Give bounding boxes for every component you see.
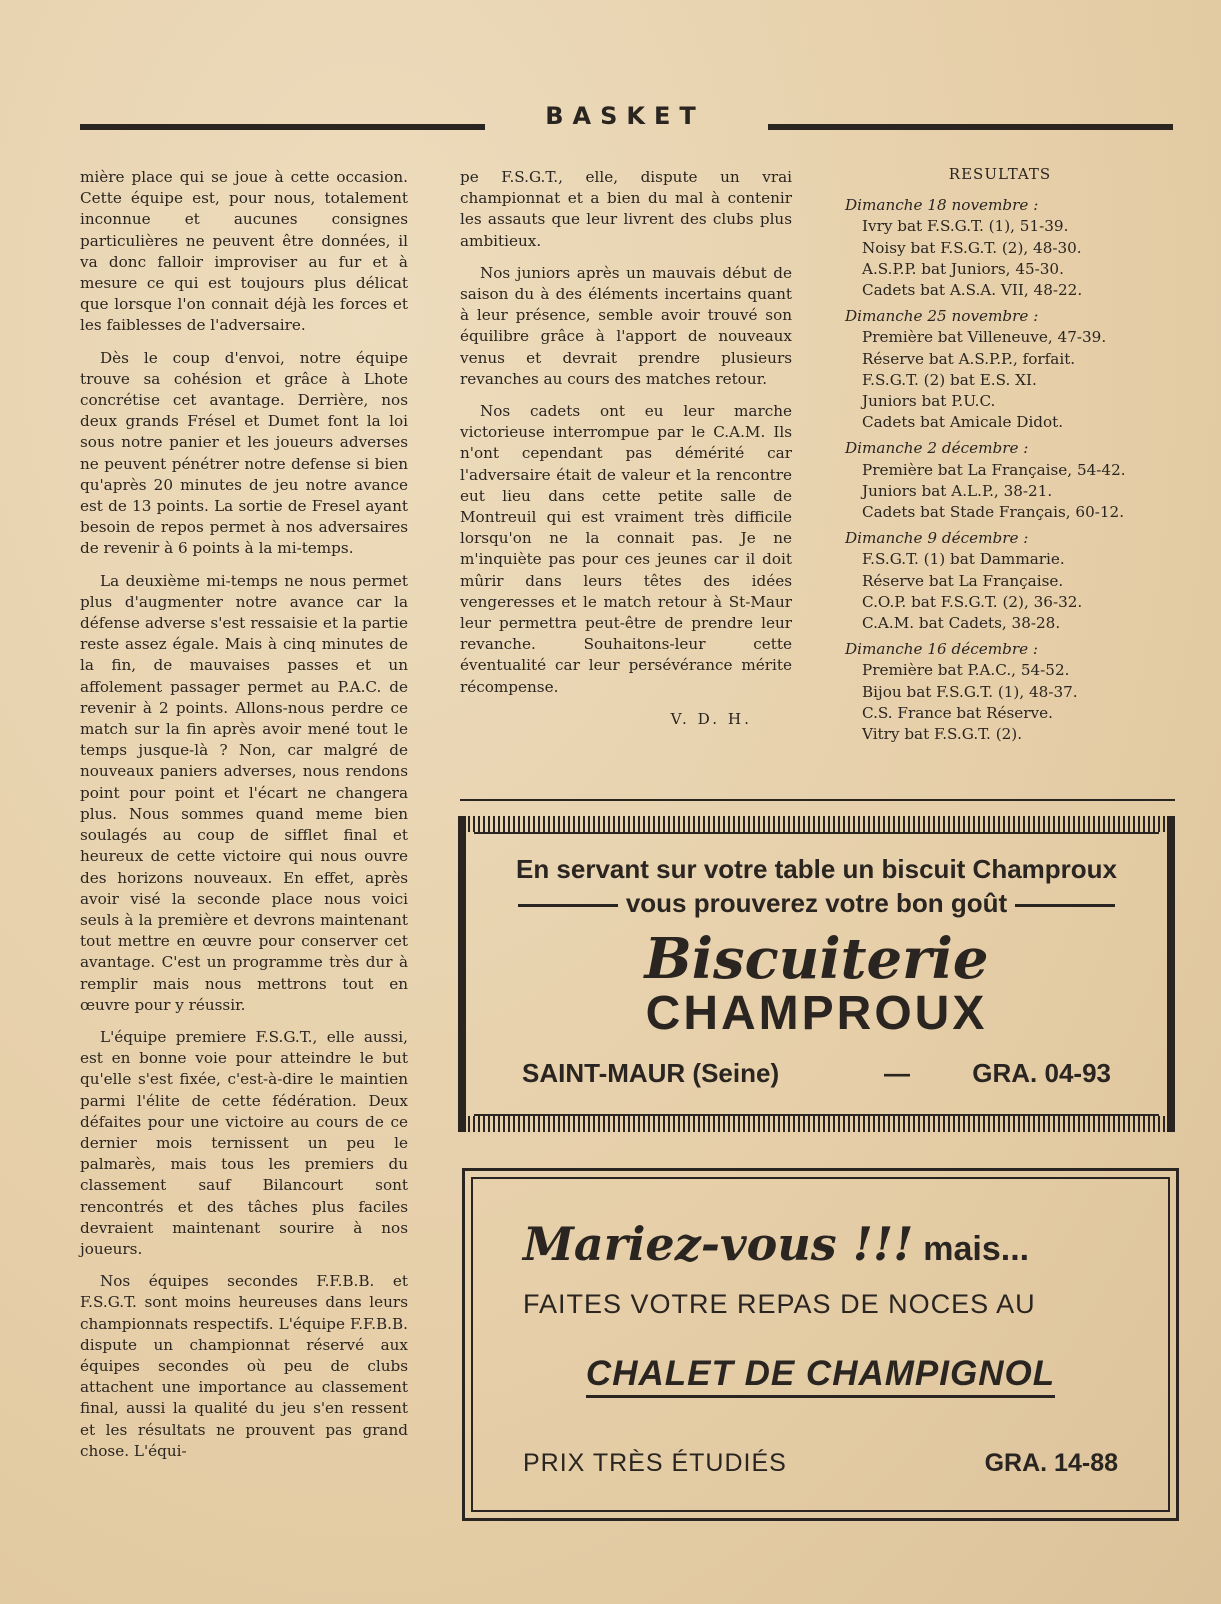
result-group: [845, 639, 1155, 745]
author-signature: V. D. H.: [670, 709, 752, 728]
ad-venue-name: [473, 1354, 1168, 1394]
result-date: Dimanche 25 novembre :: [845, 307, 1039, 326]
ad-tagline-2-text: vous prouverez votre bon goût: [625, 888, 1008, 918]
ad-headline: [523, 1217, 1029, 1271]
result-line: Réserve bat La Française.: [862, 571, 1064, 590]
ad-inner-frame: [471, 1177, 1170, 1512]
result-line: C.A.M. bat Cadets, 38-28.: [862, 614, 1061, 633]
advertisement-champroux: [458, 816, 1175, 1132]
ad-subline: FAITES VOTRE REPAS DE NOCES AU: [523, 1289, 1036, 1319]
paragraph: L'équipe premiere F.S.G.T., elle aussi, est en bonne voie pour atteindre le but qu'elle s'est fixée, c'est-à-dire le maintien parmi l'élite de cette fédération. Deux défaites pour une victoire au cours de ce dernier mois ternissent un peu le palmarès, mais tous les premiers du classement sauf Bilancourt sont rencontrés et des tâches plus faciles devraient maintenant sourire à nos joueurs.: [80, 1027, 408, 1258]
result-line: Ivry bat F.S.G.T. (1), 51-39.: [862, 217, 1069, 236]
result-line: Juniors bat A.L.P., 38-21.: [862, 481, 1053, 500]
ad-script-title: Mariez-vous !!!: [523, 1217, 914, 1271]
section-title: BASKET: [545, 102, 705, 130]
result-group: [845, 195, 1155, 301]
result-line: Cadets bat Stade Français, 60-12.: [862, 503, 1125, 522]
decorative-rule: [1015, 904, 1115, 907]
paragraph: Nos juniors après un mauvais début de saison du à des éléments incertains quant à leur présence, semble avoir trouvé son équilibre grâce à l'apport de nouveaux venus et devrait prendre plusieurs revanches au cours des matches retour.: [460, 263, 792, 388]
result-line: Cadets bat Amicale Didot.: [862, 413, 1064, 432]
result-line: Première bat La Française, 54-42.: [862, 460, 1126, 479]
result-line: F.S.G.T. (2) bat E.S. XI.: [862, 370, 1037, 389]
decorative-rule: [518, 904, 618, 907]
ad-tagline-2: [474, 888, 1159, 919]
advertisement-chalet: [462, 1168, 1179, 1521]
ad-brand-name: CHAMPROUX: [645, 987, 988, 1040]
header-rule-left: [80, 124, 485, 130]
paragraph: pe F.S.G.T., elle, dispute un vrai championnat et a bien du mal à contenir les assauts que leur livrent des clubs plus ambitieux.: [460, 168, 792, 250]
paragraph: Nos équipes secondes F.F.B.B. et F.S.G.T. sont moins heureuses dans leurs championnats respectifs. L'équipe F.F.B.B. dispute un championnat réservé aux équipes secondes où peu de clubs attachent une importance au classement final, aussi la qualité du jeu s'en ressent et les résultats ne prouvent pas grand chose. L'équi-: [80, 1272, 408, 1460]
hatched-border-top: [458, 816, 1175, 832]
paragraph: Dès le coup d'envoi, notre équipe trouve sa cohésion et grâce à Lhote concrétise cet avantage. Derrière, nos deux grands Frésel et Dumet font la loi sous notre panier et les joueurs adverses ne peuvent pénétrer notre defense si bien qu'après 20 minutes de jeu notre avance est de 13 points. La sortie de Fresel ayant besoin de repos permet à nos adversaires de revenir à 6 points à la mi-temps.: [80, 348, 408, 558]
paragraph: Nos cadets ont eu leur marche victorieuse interrompue par le C.A.M. Ils n'ont cependant pas démérité car l'adversaire était de valeur et la rencontre eut lieu dans cette petite salle de Montreuil qui est vraiment très difficile lorsqu'on ne la connait pas. Je ne m'inquiète pas pour ces jeunes car il doit mûrir dans leurs têtes des idées vengeresses et le match retour à St-Maur leur permettra peut-être de prendre leur revanche. Souhaitons-leur cette éventualité car leur persévérance mérite récompense.: [460, 402, 792, 696]
result-line: F.S.G.T. (1) bat Dammarie.: [862, 550, 1065, 569]
result-date: Dimanche 16 décembre :: [845, 640, 1039, 659]
result-line: C.O.P. bat F.S.G.T. (2), 36-32.: [862, 592, 1083, 611]
section-divider: [460, 799, 1175, 801]
result-line: Vitry bat F.S.G.T. (2).: [862, 725, 1023, 744]
result-date: Dimanche 18 novembre :: [845, 196, 1039, 215]
result-group: [845, 306, 1155, 433]
ad-prices: PRIX TRÈS ÉTUDIÉS: [523, 1449, 787, 1477]
paragraph: La deuxième mi-temps ne nous permet plus d'augmenter notre avance car la défense adverse s'est ressaisie et la partie reste assez égale. Mais à cinq minutes de la fin, de mauvaises passes et un affolement passager permet au P.A.C. de revenir à 2 points. Allons-nous perdre ce match sur la fin après avoir mené tout le temps jusque-là ? Non, car malgré de nouveaux paniers adverses, nous rendons point pour point et l'écart ne changera plus. Nous sommes quand meme bien soulagés au coup de sifflet final et heureux de cette victoire qui nous ouvre des horizons nouveaux. En effet, après avoir visé la seconde place nous voici seuls à la première et devrons maintenant tout mettre en œuvre pour conserver cet avantage. C'est un programme très dur à remplir mais nous mettrons tout en œuvre pour y réussir.: [80, 571, 408, 1014]
result-line: Bijou bat F.S.G.T. (1), 48-37.: [862, 682, 1078, 701]
ad-inner-frame: [474, 832, 1159, 1116]
result-line: A.S.P.P. bat Juniors, 45-30.: [862, 259, 1064, 278]
ad-venue-name-text: CHALET DE CHAMPIGNOL: [586, 1354, 1055, 1398]
ad-phone: GRA. 04-93: [972, 1058, 1111, 1088]
result-group: [845, 528, 1155, 634]
header-rule-right: [768, 124, 1173, 130]
result-line: C.S. France bat Réserve.: [862, 703, 1053, 722]
ad-mais: mais...: [923, 1230, 1030, 1268]
result-line: Cadets bat A.S.A. VII, 48-22.: [862, 281, 1083, 300]
result-date: Dimanche 9 décembre :: [845, 529, 1029, 548]
article-column-2: [460, 167, 792, 730]
result-line: Noisy bat F.S.G.T. (2), 48-30.: [862, 238, 1082, 257]
results-box: [845, 164, 1155, 750]
result-date: Dimanche 2 décembre :: [845, 439, 1029, 458]
ad-dash: —: [884, 1058, 910, 1088]
results-title: RESULTATS: [948, 165, 1052, 183]
paragraph: mière place qui se joue à cette occasion. Cette équipe est, pour nous, totalement inconnue et aucunes consignes particulières ne peuvent être données, il va donc falloir improviser au fur et à mesure ce qui est toujours plus délicat que lorsque l'on connait déjà les forces et les faiblesses de l'adversaire.: [80, 168, 408, 335]
article-column-1: [80, 167, 408, 1473]
result-line: Juniors bat P.U.C.: [862, 392, 996, 411]
ad-city: SAINT-MAUR (Seine): [522, 1058, 780, 1088]
result-line: Première bat P.A.C., 54-52.: [862, 661, 1070, 680]
result-line: Réserve bat A.S.P.P., forfait.: [862, 349, 1076, 368]
hatched-border-bottom: [458, 1116, 1175, 1132]
ad-phone: GRA. 14-88: [984, 1449, 1118, 1477]
result-line: Première bat Villeneuve, 47-39.: [862, 328, 1107, 347]
ad-script-title: Biscuiterie: [644, 926, 989, 992]
result-group: [845, 438, 1155, 523]
ad-tagline-1: En servant sur votre table un biscuit Champroux: [515, 854, 1118, 884]
